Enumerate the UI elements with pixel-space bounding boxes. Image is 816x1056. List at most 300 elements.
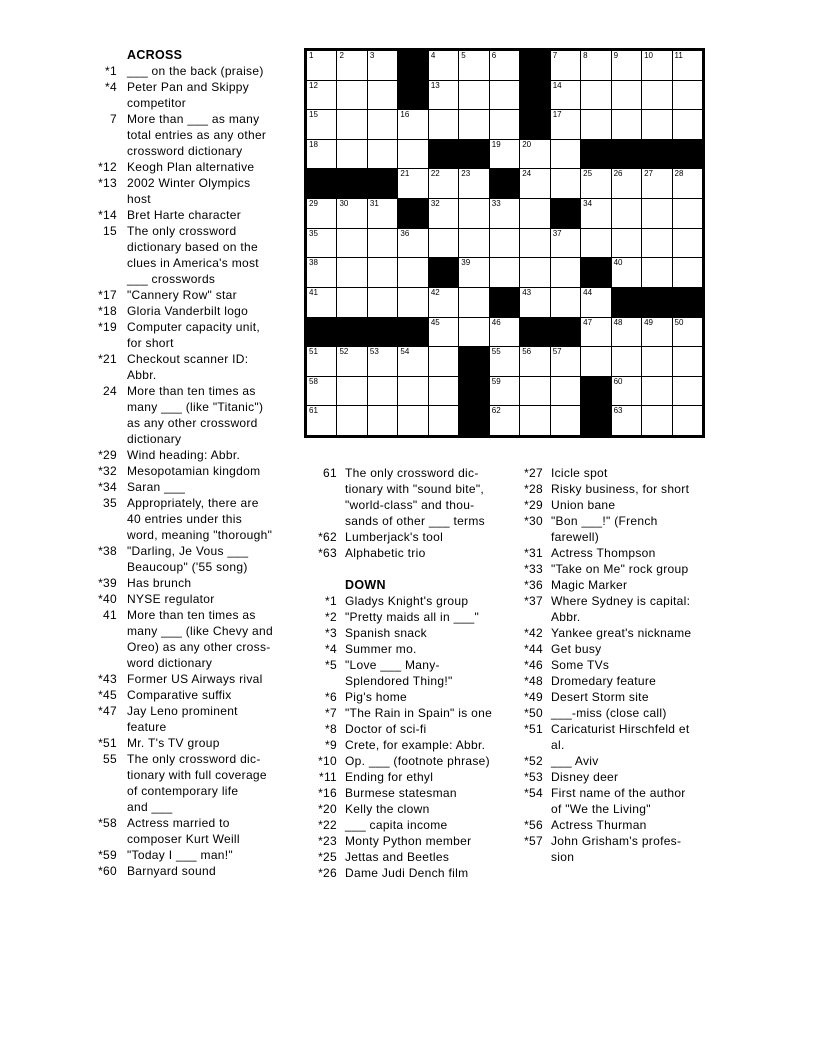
grid-cell-black bbox=[581, 258, 610, 287]
clue-line: crossword dictionary bbox=[127, 144, 243, 158]
clue-number: *9 bbox=[325, 738, 337, 752]
clue-line: Oreo) as any other cross- bbox=[127, 640, 271, 654]
clue-line: Yankee great's nickname bbox=[551, 626, 692, 640]
clue-number: *62 bbox=[318, 530, 337, 544]
grid-cell[interactable] bbox=[368, 140, 397, 169]
grid-cell[interactable] bbox=[642, 110, 671, 139]
grid-cell[interactable] bbox=[398, 229, 427, 258]
grid-cell[interactable] bbox=[490, 318, 519, 347]
grid-cell[interactable] bbox=[429, 377, 458, 406]
grid-cell[interactable] bbox=[337, 81, 366, 110]
grid-cell[interactable] bbox=[520, 347, 549, 376]
clue-number: *57 bbox=[524, 834, 543, 848]
clue bbox=[513, 577, 691, 593]
clue-number: *33 bbox=[524, 562, 543, 576]
grid-cell[interactable] bbox=[398, 406, 427, 435]
clue bbox=[77, 607, 273, 671]
grid-cell[interactable] bbox=[673, 51, 702, 80]
grid-cell[interactable] bbox=[612, 169, 641, 198]
grid-cell[interactable] bbox=[520, 288, 549, 317]
clue bbox=[513, 721, 691, 753]
grid-cell[interactable] bbox=[459, 169, 488, 198]
grid-cell[interactable] bbox=[673, 406, 702, 435]
grid-cell[interactable] bbox=[551, 169, 580, 198]
clue bbox=[307, 833, 492, 849]
clue-number: *27 bbox=[524, 466, 543, 480]
clue-text bbox=[127, 479, 185, 495]
cell-number: 27 bbox=[644, 169, 653, 179]
grid-cell[interactable] bbox=[490, 81, 519, 110]
clue-text bbox=[127, 463, 260, 479]
grid-cell[interactable] bbox=[368, 347, 397, 376]
clue-line: Lumberjack's tool bbox=[345, 530, 444, 544]
clue-number: *43 bbox=[98, 672, 117, 686]
grid-cell[interactable] bbox=[520, 258, 549, 287]
clue-text bbox=[345, 785, 457, 801]
clue-line: First name of the author bbox=[551, 786, 686, 800]
grid-cell[interactable] bbox=[551, 229, 580, 258]
grid-cell[interactable] bbox=[612, 347, 641, 376]
cell-number: 18 bbox=[309, 139, 318, 149]
grid-cell[interactable] bbox=[490, 199, 519, 228]
grid-cell[interactable] bbox=[429, 199, 458, 228]
clue-text bbox=[345, 545, 426, 561]
grid-cell[interactable] bbox=[673, 377, 702, 406]
grid-cell[interactable] bbox=[612, 318, 641, 347]
grid-cell[interactable] bbox=[490, 140, 519, 169]
grid-cell[interactable] bbox=[398, 169, 427, 198]
grid-cell[interactable] bbox=[642, 229, 671, 258]
clue-line: word dictionary bbox=[127, 656, 213, 670]
clue bbox=[77, 79, 273, 111]
grid-cell[interactable] bbox=[307, 81, 336, 110]
clue-text bbox=[551, 481, 689, 497]
grid-cell[interactable] bbox=[337, 229, 366, 258]
clue-text bbox=[127, 207, 241, 223]
grid-cell[interactable] bbox=[307, 347, 336, 376]
clue-line: Desert Storm site bbox=[551, 690, 649, 704]
grid-cell[interactable] bbox=[337, 288, 366, 317]
grid-cell[interactable] bbox=[612, 258, 641, 287]
grid-cell[interactable] bbox=[490, 347, 519, 376]
grid-cell[interactable] bbox=[337, 406, 366, 435]
cell-number: 45 bbox=[430, 317, 440, 327]
grid-cell[interactable] bbox=[337, 258, 366, 287]
grid-cell[interactable] bbox=[551, 110, 580, 139]
grid-cell-black bbox=[337, 318, 366, 347]
grid-cell-black bbox=[429, 140, 458, 169]
grid-cell[interactable] bbox=[307, 140, 336, 169]
grid-cell[interactable] bbox=[520, 199, 549, 228]
clue bbox=[513, 561, 691, 577]
clue-line: and ___ bbox=[127, 800, 173, 814]
grid-cell[interactable] bbox=[429, 51, 458, 80]
cell-number: 49 bbox=[644, 317, 653, 327]
grid-cell[interactable] bbox=[368, 199, 397, 228]
clue-line: Comparative suffix bbox=[127, 688, 232, 702]
clue-line: Where Sydney is capital: bbox=[551, 594, 691, 608]
grid-cell[interactable] bbox=[520, 406, 549, 435]
grid-cell[interactable] bbox=[490, 110, 519, 139]
grid-cell[interactable] bbox=[642, 258, 671, 287]
grid-cell[interactable] bbox=[368, 406, 397, 435]
clue-line: "Today I ___ man!" bbox=[127, 848, 233, 862]
grid-cell-black bbox=[551, 199, 580, 228]
clue-text bbox=[345, 529, 443, 545]
grid-cell[interactable] bbox=[642, 347, 671, 376]
cell-number: 25 bbox=[583, 169, 593, 179]
clue-line: Abbr. bbox=[551, 610, 581, 624]
clue-number: *4 bbox=[105, 80, 117, 94]
clue-line: Ending for ethyl bbox=[345, 770, 434, 784]
grid-cell[interactable] bbox=[673, 199, 702, 228]
grid-cell[interactable] bbox=[368, 51, 397, 80]
grid-cell[interactable] bbox=[490, 406, 519, 435]
grid-cell[interactable] bbox=[673, 81, 702, 110]
clue-line: Bret Harte character bbox=[127, 208, 242, 222]
grid-cell[interactable] bbox=[368, 110, 397, 139]
grid-cell[interactable] bbox=[429, 110, 458, 139]
clue bbox=[77, 447, 273, 463]
grid-cell-black bbox=[398, 199, 427, 228]
clue-text bbox=[127, 591, 215, 607]
grid-cell[interactable] bbox=[398, 288, 427, 317]
grid-cell[interactable] bbox=[368, 81, 397, 110]
grid-cell[interactable] bbox=[612, 110, 641, 139]
grid-cell[interactable] bbox=[459, 110, 488, 139]
grid-cell[interactable] bbox=[551, 51, 580, 80]
grid-cell[interactable] bbox=[337, 110, 366, 139]
grid-cell[interactable] bbox=[459, 258, 488, 287]
grid-cell-black bbox=[673, 288, 702, 317]
cell-number: 56 bbox=[522, 347, 532, 357]
clue bbox=[77, 575, 273, 591]
across-clues-continued-list bbox=[307, 465, 492, 561]
grid-cell[interactable] bbox=[642, 377, 671, 406]
clue bbox=[77, 735, 273, 751]
clue-text bbox=[127, 703, 238, 735]
grid-cell[interactable] bbox=[551, 288, 580, 317]
grid-cell[interactable] bbox=[429, 81, 458, 110]
down-clues-continued-list bbox=[513, 465, 691, 865]
grid-cell[interactable] bbox=[642, 406, 671, 435]
clue-number: *54 bbox=[524, 786, 543, 800]
grid-cell[interactable] bbox=[520, 140, 549, 169]
grid-cell[interactable] bbox=[307, 110, 336, 139]
grid-cell[interactable] bbox=[307, 229, 336, 258]
clue-number: *39 bbox=[98, 576, 117, 590]
clue-line: Former US Airways rival bbox=[127, 672, 263, 686]
grid-cell[interactable] bbox=[642, 318, 671, 347]
clue-number: 24 bbox=[103, 384, 117, 398]
across-header: ACROSS bbox=[127, 48, 183, 62]
grid-cell[interactable] bbox=[551, 140, 580, 169]
cell-number: 20 bbox=[522, 139, 532, 149]
grid-cell[interactable] bbox=[459, 199, 488, 228]
grid-cell[interactable] bbox=[581, 318, 610, 347]
clue-line: Summer mo. bbox=[345, 642, 417, 656]
grid-cell[interactable] bbox=[368, 377, 397, 406]
clue-text bbox=[551, 561, 688, 577]
grid-cell[interactable] bbox=[581, 347, 610, 376]
clue bbox=[513, 465, 691, 481]
clue-text bbox=[127, 815, 240, 847]
grid-cell[interactable] bbox=[398, 377, 427, 406]
grid-cell[interactable] bbox=[337, 347, 366, 376]
grid-cell[interactable] bbox=[307, 51, 336, 80]
grid-cell[interactable] bbox=[337, 377, 366, 406]
grid-cell[interactable] bbox=[581, 288, 610, 317]
clue-number: *14 bbox=[98, 208, 117, 222]
grid-cell[interactable] bbox=[490, 377, 519, 406]
grid-cell[interactable] bbox=[673, 229, 702, 258]
clue bbox=[307, 593, 492, 609]
grid-cell[interactable] bbox=[673, 318, 702, 347]
clue-number: 61 bbox=[323, 466, 337, 480]
grid-cell[interactable] bbox=[307, 199, 336, 228]
clue-line: feature bbox=[127, 720, 167, 734]
clue-line: John Grisham's profes- bbox=[551, 834, 682, 848]
clue-line: "Cannery Row" star bbox=[127, 288, 237, 302]
grid-cell[interactable] bbox=[429, 318, 458, 347]
grid-cell[interactable] bbox=[398, 110, 427, 139]
clue-line: Op. ___ (footnote phrase) bbox=[345, 754, 490, 768]
grid-cell[interactable] bbox=[368, 288, 397, 317]
grid-cell[interactable] bbox=[520, 229, 549, 258]
grid-cell[interactable] bbox=[612, 199, 641, 228]
cell-number: 38 bbox=[309, 258, 318, 268]
clue-line: Dromedary feature bbox=[551, 674, 657, 688]
clue-number: *49 bbox=[524, 690, 543, 704]
grid-cell[interactable] bbox=[612, 81, 641, 110]
clue bbox=[77, 495, 273, 543]
grid-cell[interactable] bbox=[490, 51, 519, 80]
cell-number: 10 bbox=[644, 51, 653, 60]
grid-cell[interactable] bbox=[612, 229, 641, 258]
cell-number: 58 bbox=[309, 376, 318, 386]
grid-cell[interactable] bbox=[307, 377, 336, 406]
grid-cell[interactable] bbox=[368, 229, 397, 258]
cell-number: 51 bbox=[309, 347, 318, 357]
clue bbox=[77, 351, 273, 383]
grid-cell[interactable] bbox=[581, 51, 610, 80]
grid-cell-black bbox=[429, 258, 458, 287]
clue bbox=[307, 801, 492, 817]
grid-cell[interactable] bbox=[581, 169, 610, 198]
clue-line: sion bbox=[551, 850, 575, 864]
grid-cell[interactable] bbox=[490, 229, 519, 258]
grid-cell[interactable] bbox=[551, 258, 580, 287]
clue-line: More than ten times as bbox=[127, 608, 256, 622]
clue-number: *40 bbox=[98, 592, 117, 606]
grid-cell[interactable] bbox=[551, 406, 580, 435]
cell-number: 24 bbox=[522, 169, 532, 179]
grid-cell[interactable] bbox=[429, 169, 458, 198]
clue bbox=[513, 497, 691, 513]
grid-cell-black bbox=[307, 318, 336, 347]
clue bbox=[307, 465, 492, 529]
grid-cell-black bbox=[398, 81, 427, 110]
grid-cell[interactable] bbox=[673, 347, 702, 376]
clue-number: 15 bbox=[103, 224, 117, 238]
clue bbox=[77, 111, 273, 159]
cell-number: 29 bbox=[309, 199, 318, 209]
grid-cell[interactable] bbox=[429, 229, 458, 258]
grid-cell[interactable] bbox=[459, 229, 488, 258]
clue-line: Magic Marker bbox=[551, 578, 628, 592]
clue-text bbox=[551, 833, 681, 865]
grid-cell[interactable] bbox=[490, 258, 519, 287]
clue-number: *48 bbox=[524, 674, 543, 688]
clue-line: Mesopotamian kingdom bbox=[127, 464, 261, 478]
grid-cell-black bbox=[551, 318, 580, 347]
clue-line: al. bbox=[551, 738, 565, 752]
clue bbox=[77, 687, 273, 703]
grid-cell[interactable] bbox=[642, 51, 671, 80]
grid-cell[interactable] bbox=[551, 347, 580, 376]
grid-cell[interactable] bbox=[581, 110, 610, 139]
clue bbox=[77, 591, 273, 607]
clue-line: tionary with full coverage bbox=[127, 768, 267, 782]
grid-cell-black bbox=[642, 288, 671, 317]
clue-number: *60 bbox=[98, 864, 117, 878]
grid-cell[interactable] bbox=[642, 199, 671, 228]
clue bbox=[513, 817, 691, 833]
grid-cell[interactable] bbox=[673, 110, 702, 139]
clue-line: Barnyard sound bbox=[127, 864, 216, 878]
grid-cell[interactable] bbox=[642, 169, 671, 198]
cell-number: 30 bbox=[339, 199, 349, 209]
grid-cell[interactable] bbox=[429, 406, 458, 435]
grid-cell[interactable] bbox=[459, 288, 488, 317]
cell-number: 52 bbox=[339, 347, 349, 357]
clue-number: *56 bbox=[524, 818, 543, 832]
cell-number: 33 bbox=[491, 199, 501, 209]
grid-cell[interactable] bbox=[581, 81, 610, 110]
grid-cell[interactable] bbox=[581, 199, 610, 228]
grid-cell[interactable] bbox=[459, 81, 488, 110]
clue bbox=[77, 671, 273, 687]
grid-cell[interactable] bbox=[398, 140, 427, 169]
clue-line: composer Kurt Weill bbox=[127, 832, 240, 846]
clue-text bbox=[551, 721, 690, 753]
grid-cell[interactable] bbox=[337, 199, 366, 228]
grid-cell-black bbox=[612, 140, 641, 169]
clue-line: Gloria Vanderbilt logo bbox=[127, 304, 249, 318]
grid-cell[interactable] bbox=[429, 347, 458, 376]
grid-cell[interactable] bbox=[368, 258, 397, 287]
clue-text bbox=[127, 63, 264, 79]
grid-cell[interactable] bbox=[551, 377, 580, 406]
clue-line: Mr. T's TV group bbox=[127, 736, 220, 750]
cell-number: 35 bbox=[309, 228, 318, 238]
clue-line: host bbox=[127, 192, 151, 206]
clue-text bbox=[127, 607, 273, 671]
clue-number: *37 bbox=[524, 594, 543, 608]
grid-cell[interactable] bbox=[307, 258, 336, 287]
clue-line: Alphabetic trio bbox=[345, 546, 426, 560]
across-clues-list bbox=[77, 63, 273, 879]
grid-cell[interactable] bbox=[642, 81, 671, 110]
grid-cell[interactable] bbox=[520, 377, 549, 406]
grid-cell[interactable] bbox=[429, 288, 458, 317]
grid-cell[interactable] bbox=[520, 169, 549, 198]
clue bbox=[77, 159, 273, 175]
clue-text bbox=[345, 737, 485, 753]
grid-cell[interactable] bbox=[307, 406, 336, 435]
clue bbox=[307, 545, 492, 561]
grid-cell[interactable] bbox=[551, 81, 580, 110]
grid-cell[interactable] bbox=[398, 258, 427, 287]
grid-cell-black bbox=[520, 81, 549, 110]
clue bbox=[77, 847, 273, 863]
cell-number: 55 bbox=[491, 347, 501, 357]
cell-number: 11 bbox=[674, 51, 683, 60]
clue-text bbox=[551, 769, 618, 785]
grid-cell[interactable] bbox=[337, 140, 366, 169]
grid-cell[interactable] bbox=[459, 318, 488, 347]
clue-number: *52 bbox=[524, 754, 543, 768]
cell-number: 22 bbox=[430, 169, 440, 179]
cell-number: 1 bbox=[309, 51, 314, 60]
cell-number: 62 bbox=[491, 406, 501, 416]
clue-line: "world-class" and thou- bbox=[345, 498, 475, 512]
cell-number: 13 bbox=[430, 80, 440, 90]
clue-number: *23 bbox=[318, 834, 337, 848]
clue bbox=[307, 609, 492, 625]
clue-line: NYSE regulator bbox=[127, 592, 215, 606]
grid-cell[interactable] bbox=[581, 229, 610, 258]
cell-number: 43 bbox=[522, 287, 532, 297]
cell-number: 16 bbox=[400, 110, 410, 120]
clue bbox=[77, 863, 273, 879]
clue-text bbox=[345, 465, 485, 529]
clue-line: The only crossword bbox=[127, 224, 237, 238]
grid-cell[interactable] bbox=[673, 258, 702, 287]
clue-text bbox=[127, 287, 237, 303]
clue-number: *5 bbox=[325, 658, 337, 672]
grid-cell-black bbox=[368, 318, 397, 347]
grid-cell[interactable] bbox=[612, 406, 641, 435]
clue-number: *1 bbox=[325, 594, 337, 608]
clue-text bbox=[345, 865, 468, 881]
grid-cell[interactable] bbox=[612, 377, 641, 406]
clue-number: *13 bbox=[98, 176, 117, 190]
grid-cell[interactable] bbox=[398, 347, 427, 376]
clue-line: Disney deer bbox=[551, 770, 619, 784]
grid-cell[interactable] bbox=[612, 51, 641, 80]
cell-number: 39 bbox=[461, 258, 471, 268]
clue-line: many ___ (like Chevy and bbox=[127, 624, 273, 638]
grid-cell[interactable] bbox=[673, 169, 702, 198]
grid-cell[interactable] bbox=[337, 51, 366, 80]
clue-number: *19 bbox=[98, 320, 117, 334]
clue-text bbox=[127, 863, 216, 879]
clue bbox=[513, 513, 691, 545]
clue-text bbox=[127, 751, 267, 815]
clue-number: *42 bbox=[524, 626, 543, 640]
clue-number: *32 bbox=[98, 464, 117, 478]
clue-text bbox=[551, 657, 609, 673]
grid-cell[interactable] bbox=[459, 51, 488, 80]
clue-line: Crete, for example: Abbr. bbox=[345, 738, 486, 752]
cell-number: 21 bbox=[400, 169, 410, 179]
grid-cell[interactable] bbox=[307, 288, 336, 317]
clue-number: *1 bbox=[105, 64, 117, 78]
clue bbox=[77, 383, 273, 447]
clue bbox=[77, 319, 273, 351]
clue bbox=[77, 287, 273, 303]
